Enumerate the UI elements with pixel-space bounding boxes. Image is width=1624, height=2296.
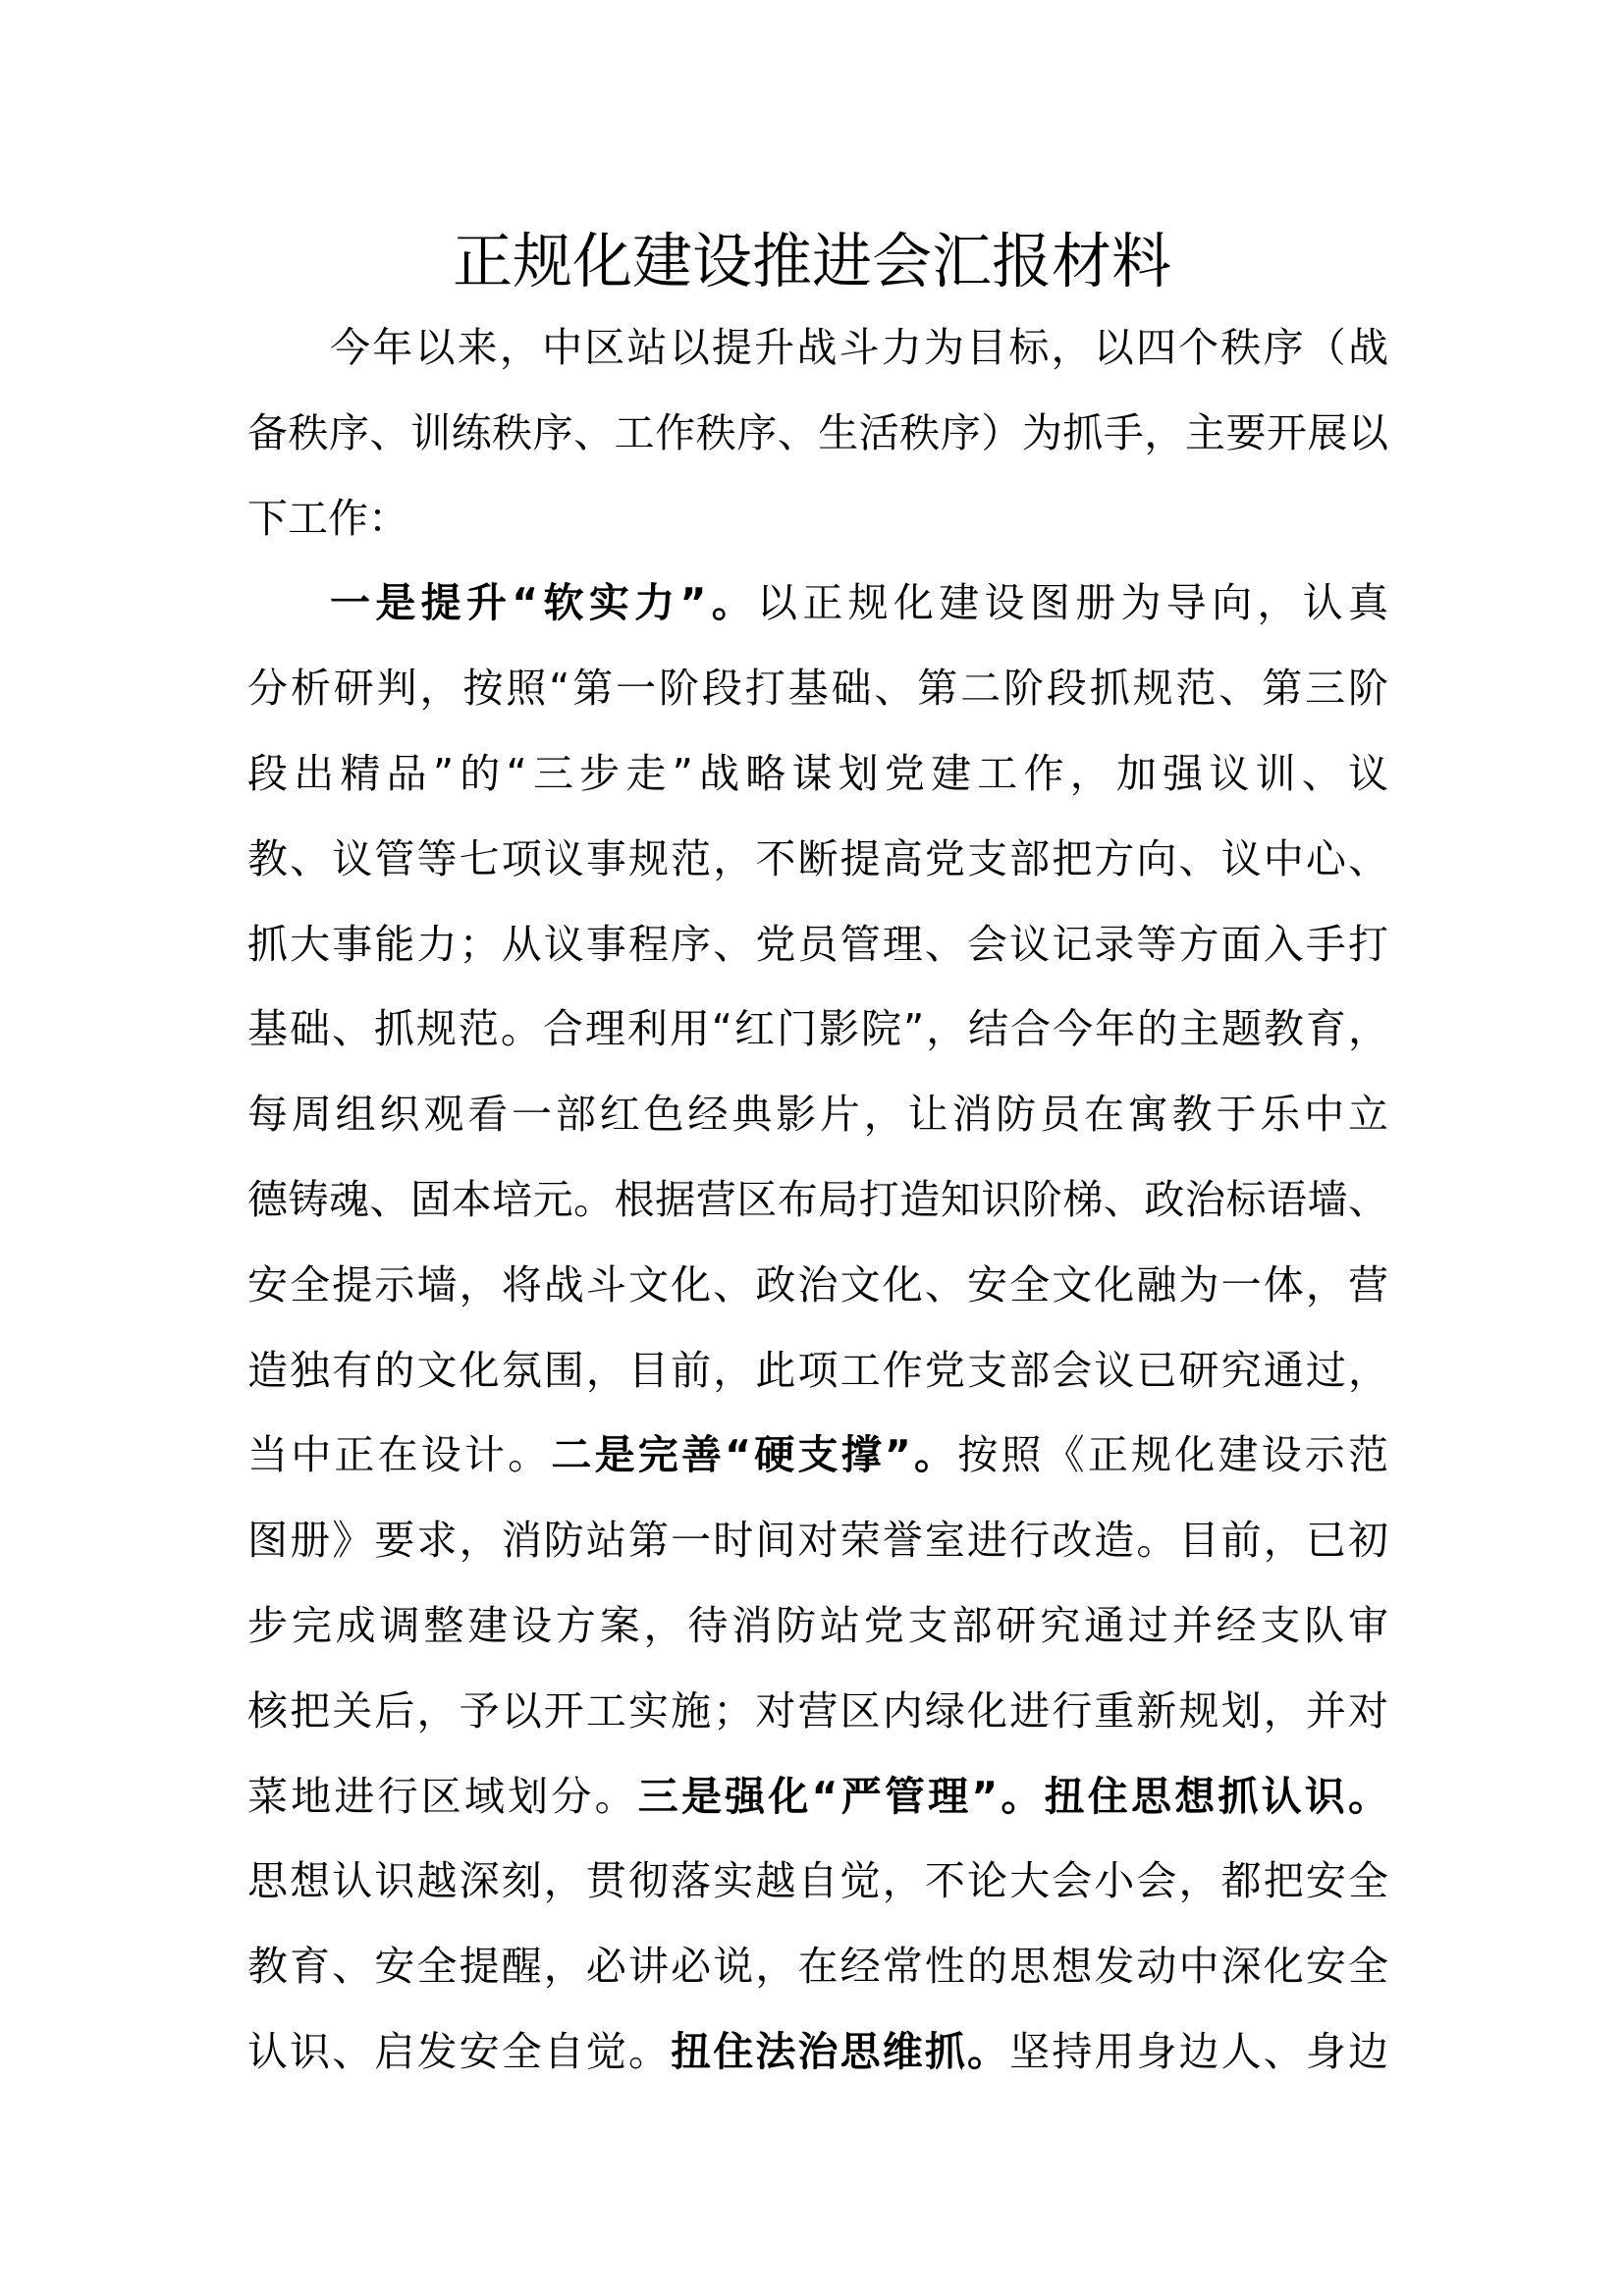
text-line <box>247 1583 1388 1669</box>
emphasis-text: 扭住法治思维抓。 <box>671 2027 1010 2075</box>
document-body <box>247 305 1388 2095</box>
body-text: 造独有的文化氛围，目前，此项工作党支部会议已研究通过， <box>247 1346 1388 1394</box>
paragraph <box>247 305 1388 561</box>
text-line <box>247 817 1388 902</box>
text-line <box>247 1924 1388 2009</box>
body-text: 备秩序、训练秩序、工作秩序、生活秩序）为抓手，主要开展以 <box>247 408 1388 456</box>
body-text: 基础、抓规范。合理利用“红门影院”，结合今年的主题教育， <box>247 1005 1388 1053</box>
body-text: 核把关后，予以开工实施；对营区内绿化进行重新规划，并对 <box>247 1686 1388 1735</box>
document-title: 正规化建设推进会汇报材料 <box>452 227 1171 296</box>
body-text: 按照《正规化建设示范 <box>957 1431 1388 1479</box>
body-text: 菜地进行区域划分。 <box>247 1772 638 1820</box>
text-line <box>247 731 1388 817</box>
body-text: 以正规化建设图册为导向，认真 <box>757 579 1388 627</box>
body-text: 坚持用身边人、身边 <box>1009 2027 1389 2075</box>
body-text: 今年以来，中区站以提升战斗力为目标，以四个秩序（战 <box>330 324 1388 371</box>
text-line <box>247 646 1388 731</box>
text-line <box>247 561 1388 646</box>
text-line <box>247 2009 1388 2095</box>
text-line <box>247 305 1388 391</box>
body-text: 下工作： <box>247 494 408 542</box>
body-text: 分析研判，按照“第一阶段打基础、第二阶段抓规范、第三阶 <box>247 665 1388 713</box>
body-text: 教育、安全提醒，必讲必说，在经常性的思想发动中深化安全 <box>247 1943 1388 1991</box>
emphasis-text: 二是完善“硬支撑”。 <box>551 1431 958 1479</box>
text-line <box>247 1413 1388 1498</box>
paragraph <box>247 561 1388 2094</box>
text-line <box>247 1157 1388 1243</box>
body-text: 段出精品”的“三步走”战略谋划党建工作，加强议训、议 <box>247 749 1388 797</box>
text-line <box>247 1243 1388 1328</box>
text-line <box>247 1072 1388 1157</box>
body-text: 步完成调整建设方案，待消防站党支部研究通过并经支队审 <box>247 1601 1388 1649</box>
text-line <box>247 1839 1388 1924</box>
body-text: 图册》要求，消防站第一时间对荣誉室进行改造。目前，已初 <box>247 1517 1388 1565</box>
body-text: 德铸魂、固本培元。根据营区布局打造知识阶梯、政治标语墙、 <box>247 1175 1388 1223</box>
text-line <box>247 476 1388 561</box>
body-text: 认识、启发安全自觉。 <box>247 2027 672 2075</box>
emphasis-text: 三是强化“严管理”。扭住思想抓认识。 <box>637 1772 1388 1820</box>
text-line <box>247 1498 1388 1583</box>
text-line <box>247 1669 1388 1754</box>
text-line <box>247 391 1388 476</box>
body-text: 思想认识越深刻，贯彻落实越自觉，不论大会小会，都把安全 <box>247 1857 1388 1905</box>
emphasis-text: 一是提升“软实力”。 <box>330 579 758 627</box>
body-text: 当中正在设计。 <box>247 1431 552 1479</box>
text-line <box>247 1328 1388 1414</box>
body-text: 每周组织观看一部红色经典影片，让消防员在寓教于乐中立 <box>247 1091 1388 1139</box>
text-line <box>247 902 1388 988</box>
body-text: 安全提示墙，将战斗文化、政治文化、安全文化融为一体，营 <box>247 1260 1388 1308</box>
text-line <box>247 987 1388 1072</box>
text-line <box>247 1754 1388 1840</box>
body-text: 抓大事能力；从议事程序、党员管理、会议记录等方面入手打 <box>247 920 1388 968</box>
body-text: 教、议管等七项议事规范，不断提高党支部把方向、议中心、 <box>247 834 1388 882</box>
